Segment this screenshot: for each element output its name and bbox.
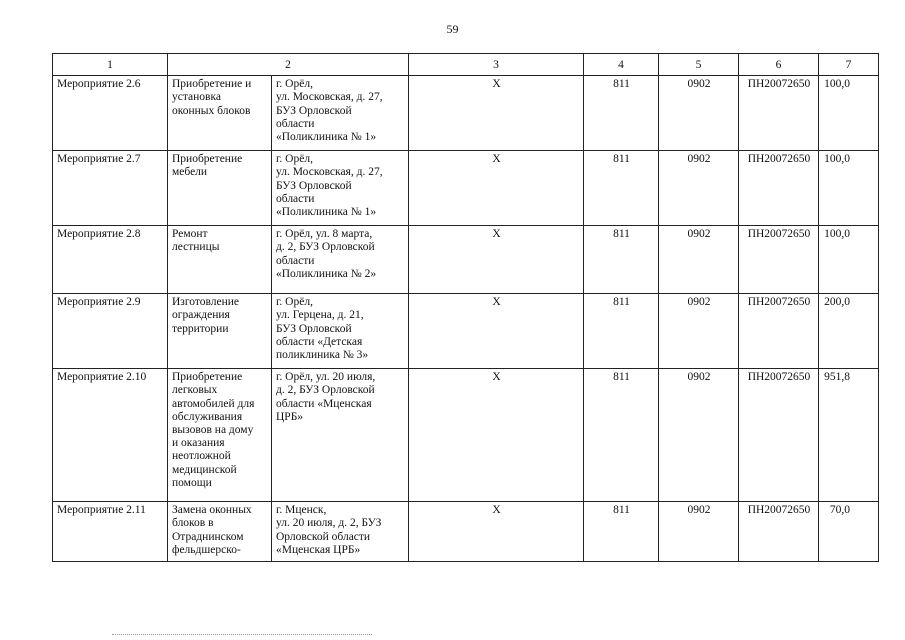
- table-row: [53, 502, 879, 562]
- col6-cell: ПН20072650: [739, 151, 819, 226]
- description-cell: Приобретение и установка оконных блоков: [168, 76, 272, 151]
- address-cell: г. Орёл, ул. 20 июля, д. 2, БУЗ Орловской области «Мценская ЦРБ»: [272, 369, 409, 502]
- col3-cell: Х: [409, 226, 584, 294]
- col7-cell: 100,0: [819, 76, 879, 151]
- description-cell: Ремонт лестницы: [168, 226, 272, 294]
- col4-cell: 811: [584, 369, 659, 502]
- col5-cell: 0902: [659, 151, 739, 226]
- col5-cell: 0902: [659, 226, 739, 294]
- col3-cell: Х: [409, 151, 584, 226]
- table-row: [53, 226, 879, 294]
- header-col-2: 2: [168, 54, 409, 76]
- col4-cell: 811: [584, 226, 659, 294]
- header-col-5: 5: [659, 54, 739, 76]
- description-cell: Приобретение мебели: [168, 151, 272, 226]
- description-cell: Изготовление ограждения территории: [168, 294, 272, 369]
- col6-cell: ПН20072650: [739, 369, 819, 502]
- table-row: [53, 76, 879, 151]
- col3-cell: Х: [409, 76, 584, 151]
- table-row: [53, 294, 879, 369]
- budget-table: [52, 53, 879, 562]
- col4-cell: 811: [584, 502, 659, 562]
- col7-cell: 200,0: [819, 294, 879, 369]
- address-cell: г. Орёл, ул. 8 марта, д. 2, БУЗ Орловской области «Поликлиника № 2»: [272, 226, 409, 294]
- col6-cell: ПН20072650: [739, 76, 819, 151]
- header-col-7: 7: [819, 54, 879, 76]
- col4-cell: 811: [584, 294, 659, 369]
- page-number: 59: [446, 22, 459, 36]
- header-col-1: 1: [53, 54, 168, 76]
- event-cell: Мероприятие 2.9: [53, 294, 168, 369]
- col4-cell: 811: [584, 151, 659, 226]
- header-col-4: 4: [584, 54, 659, 76]
- event-cell: Мероприятие 2.8: [53, 226, 168, 294]
- col3-cell: Х: [409, 294, 584, 369]
- table-header-row: [53, 54, 879, 76]
- header-col-3: 3: [409, 54, 584, 76]
- col7-cell: 70,0: [819, 502, 879, 562]
- col6-cell: ПН20072650: [739, 226, 819, 294]
- col6-cell: ПН20072650: [739, 294, 819, 369]
- col4-cell: 811: [584, 76, 659, 151]
- description-cell: Замена оконных блоков в Отраднинском фельдшерско-: [168, 502, 272, 562]
- col3-cell: Х: [409, 502, 584, 562]
- col7-cell: 100,0: [819, 226, 879, 294]
- table-row: [53, 151, 879, 226]
- address-cell: г. Орёл, ул. Герцена, д. 21, БУЗ Орловской области «Детская поликлиника № 3»: [272, 294, 409, 369]
- description-cell: Приобретение легковых автомобилей для обслуживания вызовов на дому и оказания неотложной медицинской помощи: [168, 369, 272, 502]
- col6-cell: ПН20072650: [739, 502, 819, 562]
- event-cell: Мероприятие 2.7: [53, 151, 168, 226]
- footer-divider: [112, 634, 372, 635]
- table-row: [53, 369, 879, 502]
- event-cell: Мероприятие 2.6: [53, 76, 168, 151]
- col7-cell: 100,0: [819, 151, 879, 226]
- col7-cell: 951,8: [819, 369, 879, 502]
- col5-cell: 0902: [659, 76, 739, 151]
- col5-cell: 0902: [659, 502, 739, 562]
- address-cell: г. Орёл, ул. Московская, д. 27, БУЗ Орловской области «Поликлиника № 1»: [272, 151, 409, 226]
- address-cell: г. Мценск, ул. 20 июля, д. 2, БУЗ Орловской области «Мценская ЦРБ»: [272, 502, 409, 562]
- event-cell: Мероприятие 2.10: [53, 369, 168, 502]
- event-cell: Мероприятие 2.11: [53, 502, 168, 562]
- address-cell: г. Орёл, ул. Московская, д. 27, БУЗ Орловской области «Поликлиника № 1»: [272, 76, 409, 151]
- col5-cell: 0902: [659, 369, 739, 502]
- col3-cell: Х: [409, 369, 584, 502]
- header-col-6: 6: [739, 54, 819, 76]
- col5-cell: 0902: [659, 294, 739, 369]
